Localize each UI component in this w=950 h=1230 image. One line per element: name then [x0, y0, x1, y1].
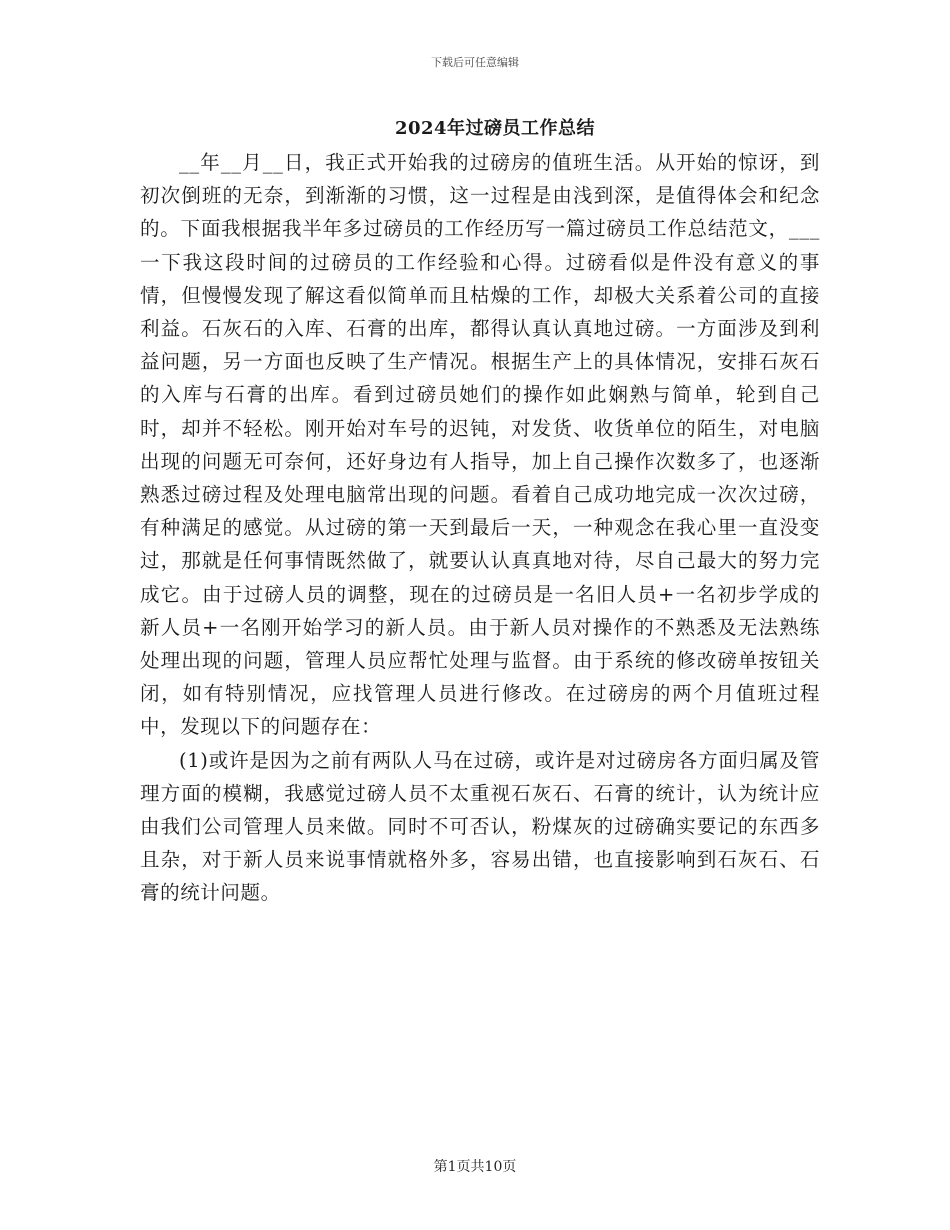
- header-note: 下载后可任意编辑: [431, 56, 519, 69]
- page-number: 第1页共10页: [433, 1159, 517, 1175]
- document-body: [140, 146, 820, 910]
- document-title: 2024年过磅员工作总结: [394, 118, 596, 139]
- paragraph-intro: __年__月__日，我正式开始我的过磅房的值班生活。从开始的惊讶，到初次倒班的无奈，到渐渐的习惯，这一过程是由浅到深，是值得体会和纪念的。下面我根据我半年多过磅员的工作经历写一篇过磅员工作总结范文，___一下我这段时间的过磅员的工作经验和心得。过磅看似是件没有意义的事情，但慢慢发现了解这看似简单而且枯燥的工作，却极大关系着公司的直接利益。石灰石的入库、石膏的出库，都得认真认真地过磅。一方面涉及到利益问题，另一方面也反映了生产情况。根据生产上的具体情况，安排石灰石的入库与石膏的出库。看到过磅员她们的操作如此娴熟与简单，轮到自己时，却并不轻松。刚开始对车号的迟钝，对发货、收货单位的陌生，对电脑出现的问题无可奈何，还好身边有人指导，加上自己操作次数多了，也逐渐熟悉过磅过程及处理电脑常出现的问题。看着自己成功地完成一次次过磅，有种满足的感觉。从过磅的第一天到最后一天，一种观念在我心里一直没变过，那就是任何事情既然做了，就要认认真真地对待，尽自己最大的努力完成它。由于过磅人员的调整，现在的过磅员是一名旧人员+一名初步学成的新人员+一名刚开始学习的新人员。由于新人员对操作的不熟悉及无法熟练处理出现的问题，管理人员应帮忙处理与监督。由于系统的修改磅单按钮关闭，如有特别情况，应找管理人员进行修改。在过磅房的两个月值班过程中，发现以下的问题存在：: [140, 151, 820, 739]
- paragraph-issue-1: (1)或许是因为之前有两队人马在过磅，或许是对过磅房各方面归属及管理方面的模糊，我感觉过磅人员不太重视石灰石、石膏的统计，认为统计应由我们公司管理人员来做。同时不可否认，粉煤灰的过磅确实要记的东西多且杂，对于新人员来说事情就格外多，容易出错，也直接影响到石灰石、石膏的统计问题。: [140, 748, 820, 905]
